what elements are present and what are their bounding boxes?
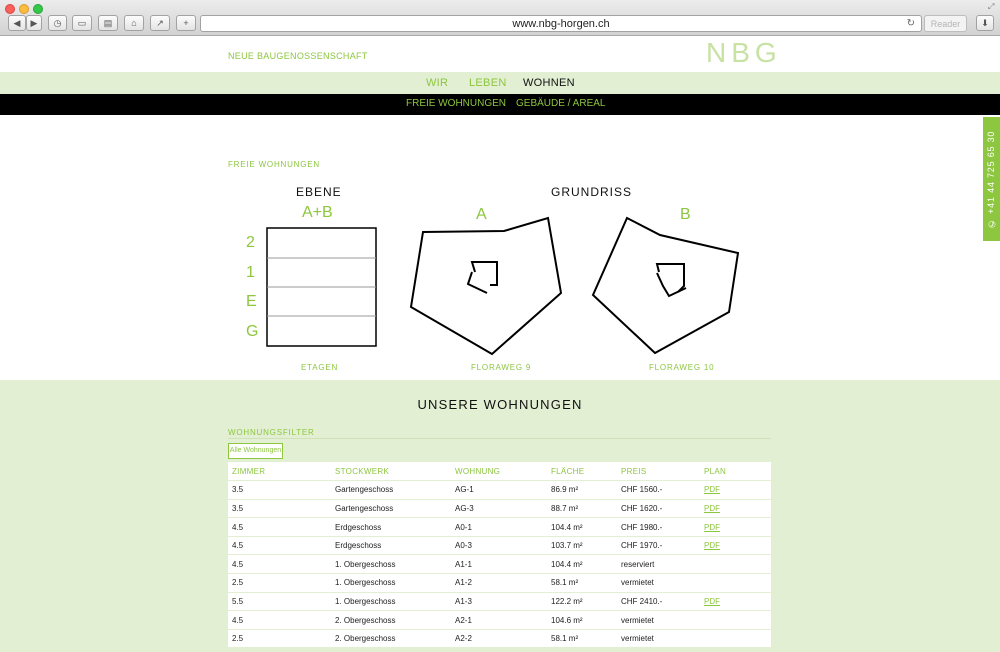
cell-plan [700,518,771,537]
apartments-table [228,462,771,648]
phone-icon: ✆ [986,213,996,228]
building-a-plan[interactable] [411,218,561,354]
floor-label-e: E [246,293,257,310]
cell-zimmer: 5.5 [228,592,331,611]
nav-item-leben[interactable]: LEBEN [469,77,507,89]
building-a-label: A [476,206,487,223]
floor-block-2[interactable] [267,228,376,258]
cell-flaeche: 58.1 m² [547,629,617,648]
bookmarks-icon[interactable]: ▭ [72,15,92,31]
cell-preis: CHF 1980.- [617,518,700,537]
filter-divider [228,438,771,439]
col-header-plan[interactable]: PLAN [700,462,771,481]
floor-block-1[interactable] [267,258,376,288]
cell-wohnung: A0-3 [451,536,547,555]
cell-wohnung: A2-2 [451,629,547,648]
section-label: FREIE WOHNUNGEN [228,160,320,169]
building-label: A+B [302,204,333,221]
col-header-stockwerk[interactable]: STOCKWERK [331,462,451,481]
back-button[interactable]: ◀ [8,15,26,31]
nav-item-wohnen[interactable]: WOHNEN [523,77,575,89]
building-b-label: B [680,206,691,223]
cell-wohnung: A1-1 [451,555,547,574]
col-header-preis[interactable]: PREIS [617,462,700,481]
cell-preis: CHF 1560.- [617,481,700,500]
cell-preis: vermietet [617,611,700,630]
fullscreen-icon[interactable]: ⤢ [988,2,995,11]
cell-flaeche: 88.7 m² [547,499,617,518]
listing-title: UNSERE WOHNUNGEN [417,397,583,412]
col-header-flaeche[interactable]: FLÄCHE [547,462,617,481]
subnav-item-freie-wohnungen[interactable]: FREIE WOHNUNGEN [406,98,506,109]
all-apartments-button[interactable]: Alle Wohnungen [228,443,283,459]
cell-zimmer: 2.5 [228,574,331,593]
table-row[interactable] [228,499,771,518]
cell-stockwerk: 2. Obergeschoss [331,611,451,630]
floor-label-1: 1 [246,264,255,281]
etagen-caption: ETAGEN [301,363,339,372]
table-row[interactable] [228,536,771,555]
cell-stockwerk: Gartengeschoss [331,481,451,500]
phone-tab[interactable] [983,117,1000,241]
cell-stockwerk: 2. Obergeschoss [331,629,451,648]
cell-flaeche: 58.1 m² [547,574,617,593]
cell-preis: reserviert [617,555,700,574]
cell-zimmer: 4.5 [228,611,331,630]
cell-wohnung: A1-3 [451,592,547,611]
forward-button[interactable]: ▶ [26,15,42,31]
zoom-window-icon[interactable] [33,4,43,14]
floor-plans [405,210,745,360]
cell-zimmer: 3.5 [228,499,331,518]
floor-block-g[interactable] [267,316,376,346]
cell-stockwerk: 1. Obergeschoss [331,574,451,593]
table-row[interactable] [228,592,771,611]
cell-plan [700,499,771,518]
cell-wohnung: A0-1 [451,518,547,537]
floor-label-g: G [246,323,259,340]
grundriss-title: GRUNDRISS [551,185,633,199]
cell-plan [700,536,771,555]
table-row[interactable] [228,555,771,574]
print-icon[interactable]: ▤ [98,15,118,31]
table-header-row [228,462,771,481]
cell-zimmer: 4.5 [228,536,331,555]
floor-block-e[interactable] [267,287,376,317]
table-row[interactable] [228,629,771,648]
building-a-caption: FLORAWEG 9 [471,363,532,372]
nav-item-wir[interactable]: WIR [426,77,449,89]
share-icon[interactable]: ↗ [150,15,170,31]
cell-preis: CHF 2410.- [617,592,700,611]
cell-plan [700,629,771,648]
cell-flaeche: 103.7 m² [547,536,617,555]
building-b-plan[interactable] [593,218,738,353]
cell-plan [700,555,771,574]
col-header-zimmer[interactable]: ZIMMER [228,462,331,481]
cell-stockwerk: 1. Obergeschoss [331,555,451,574]
pdf-link[interactable]: PDF [704,541,720,551]
cell-zimmer: 3.5 [228,481,331,500]
building-b-caption: FLORAWEG 10 [649,363,715,372]
site-tagline: NEUE BAUGENOSSENSCHAFT [228,51,368,61]
history-icon[interactable]: ◷ [48,15,67,31]
pdf-link[interactable]: PDF [704,503,720,513]
cell-flaeche: 104.6 m² [547,611,617,630]
phone-number: +41 44 725 65 30 [986,130,996,214]
table-row[interactable] [228,481,771,500]
new-tab-button[interactable]: + [176,15,196,31]
cell-stockwerk: Erdgeschoss [331,518,451,537]
cell-wohnung: AG-1 [451,481,547,500]
pdf-link[interactable]: PDF [704,485,720,495]
cell-stockwerk: 1. Obergeschoss [331,592,451,611]
cell-wohnung: AG-3 [451,499,547,518]
url-text: www.nbg-horgen.ch [512,18,610,30]
cell-plan [700,574,771,593]
floor-selector [266,227,378,347]
table-row[interactable] [228,611,771,630]
cell-preis: vermietet [617,574,700,593]
col-header-wohnung[interactable]: WOHNUNG [451,462,547,481]
reload-icon[interactable]: ↻ [906,18,915,29]
filter-label: WOHNUNGSFILTER [228,428,315,437]
pdf-link[interactable]: PDF [704,596,720,606]
subnav-item-gebaeude-areal[interactable]: GEBÄUDE / AREAL [516,98,606,109]
close-window-icon[interactable] [5,4,15,14]
cell-zimmer: 4.5 [228,518,331,537]
cell-stockwerk: Gartengeschoss [331,499,451,518]
floor-label-2: 2 [246,234,255,251]
address-bar[interactable] [200,15,922,32]
home-icon[interactable]: ⌂ [124,15,144,31]
ebene-title: EBENE [296,185,342,199]
cell-preis: vermietet [617,629,700,648]
table-row[interactable] [228,518,771,537]
cell-plan [700,481,771,500]
cell-stockwerk: Erdgeschoss [331,536,451,555]
cell-flaeche: 122.2 m² [547,592,617,611]
cell-wohnung: A2-1 [451,611,547,630]
cell-preis: CHF 1620.- [617,499,700,518]
cell-plan [700,592,771,611]
browser-toolbar [0,0,1000,36]
minimize-window-icon[interactable] [19,4,29,14]
cell-zimmer: 4.5 [228,555,331,574]
site-logo[interactable]: NBG [706,37,782,68]
cell-flaeche: 104.4 m² [547,518,617,537]
cell-wohnung: A1-2 [451,574,547,593]
cell-zimmer: 2.5 [228,629,331,648]
cell-plan [700,611,771,630]
cell-preis: CHF 1970.- [617,536,700,555]
table-row[interactable] [228,574,771,593]
cell-flaeche: 86.9 m² [547,481,617,500]
downloads-icon[interactable]: ⬇ [976,15,994,31]
cell-flaeche: 104.4 m² [547,555,617,574]
reader-button[interactable]: Reader [924,15,967,32]
pdf-link[interactable]: PDF [704,522,720,532]
